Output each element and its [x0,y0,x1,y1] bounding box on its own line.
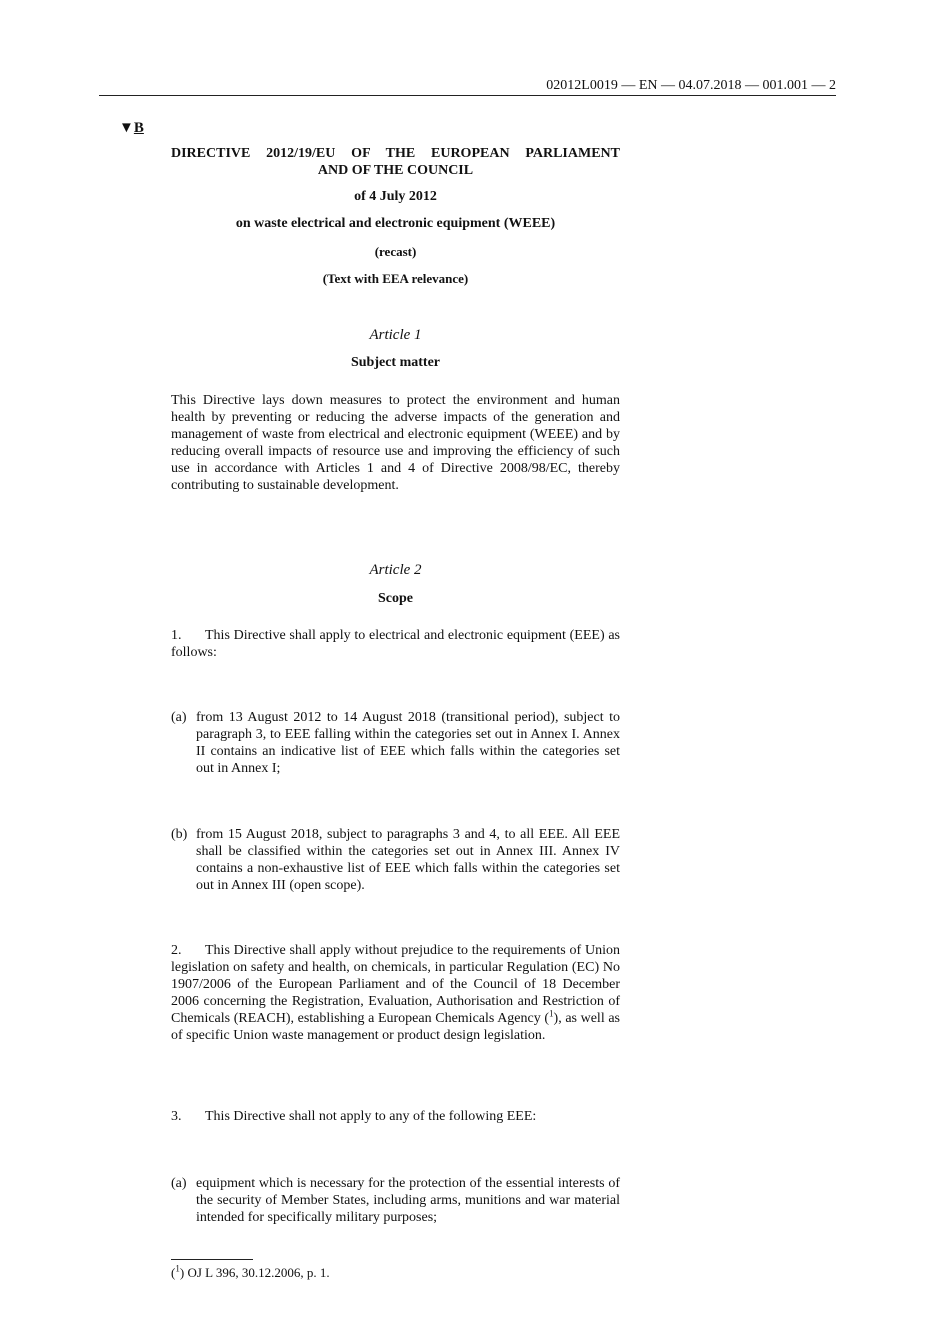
amendment-marker [119,120,144,137]
document-title [171,145,620,179]
footnote-close-paren: ) [179,1265,185,1280]
article-2-paragraph-3 [171,1109,620,1125]
paragraph-text: This Directive shall apply to electrical and electronic equipment (EEE) as follows: [171,628,620,660]
title-subject: on waste electrical and electronic equipment (WEEE) [235,216,556,231]
item-label: (b) [171,827,188,842]
header-divider [99,95,836,96]
article-2-paragraph-1 [171,627,620,661]
item-label: (a) [171,710,187,725]
paragraph-text: This Directive shall not apply to any of the following EEE: [205,1109,537,1124]
article-2-item-1b [171,826,620,894]
paragraph-number: 2. [171,943,182,958]
paragraph-text-part-2: ), as well as of specific Union waste management or product design legislation. [171,1011,621,1043]
article-1-heading: Article 1 [369,327,422,343]
paragraph-number: 3. [171,1109,182,1124]
title-line-1: DIRECTIVE 2012/19/EU OF THE EUROPEAN PARLIAMENT [171,146,620,161]
article-1-title: Subject matter [350,355,441,370]
title-line-2: AND OF THE COUNCIL [317,163,474,178]
page-header-reference: 02012L0019 — EN — 04.07.2018 — 001.001 — 2 [546,78,836,93]
article-2-heading: Article 2 [369,562,422,578]
title-relevance: (Text with EEA relevance) [322,271,469,286]
footnote-number: 1 [175,1263,180,1274]
item-text: equipment which is necessary for the protection of the essential interests of the security of Member States, including arms, munitions and war material intended for specifically military purposes; [196,1176,620,1225]
paragraph-number: 1. [171,628,182,643]
footnote-divider [171,1259,253,1260]
footnote-text: OJ L 396, 30.12.2006, p. 1. [187,1265,330,1280]
triangle-down-icon: ▼ [119,120,134,136]
marker-letter[interactable]: B [133,120,144,136]
paragraph-text-part-1: This Directive shall apply without prejudice to the requirements of Union legislation on safety and health, on chemicals, in particular Regulation (EC) No 1907/2006 of the European Parliament and of the Council of 18 December 2006 concerning the Registration, Evaluation, Authorisation and Restriction of Chemicals (REACH), establishing a European Chemicals Agency ( [171,943,620,1026]
article-2-item-1a [171,709,620,777]
title-recast: (recast) [374,244,417,259]
footnote [171,1265,330,1281]
article-2-title: Scope [378,591,413,606]
article-2-paragraph-2 [171,942,620,1044]
footnote-open-paren: ( [171,1265,176,1280]
item-text: from 15 August 2018, subject to paragraphs 3 and 4, to all EEE. All EEE shall be classified within the categories set out in Annex III. Annex IV contains a non-exhaustive list of EEE which falls within the categories set out in Annex III (open scope). [196,827,620,893]
item-text: from 13 August 2012 to 14 August 2018 (transitional period), subject to paragraph 3, to EEE falling within the categories set out in Annex I. Annex II contains an indicative list of EEE which falls within the categories set out in Annex I; [196,710,620,776]
article-2-item-3a [171,1175,620,1226]
item-label: (a) [171,1176,187,1191]
article-1-body: This Directive lays down measures to protect the environment and human health by preventing or reducing the adverse impacts of the generation and management of waste from electrical and electronic equipment (WEEE) and by reducing overall impacts of resource use and improving the efficiency of such use in accordance with Articles 1 and 4 of Directive 2008/98/EC, thereby contributing to sustainable development. [171,393,620,493]
title-date: of 4 July 2012 [354,189,437,204]
footnote-reference[interactable]: 1 [549,1008,554,1019]
